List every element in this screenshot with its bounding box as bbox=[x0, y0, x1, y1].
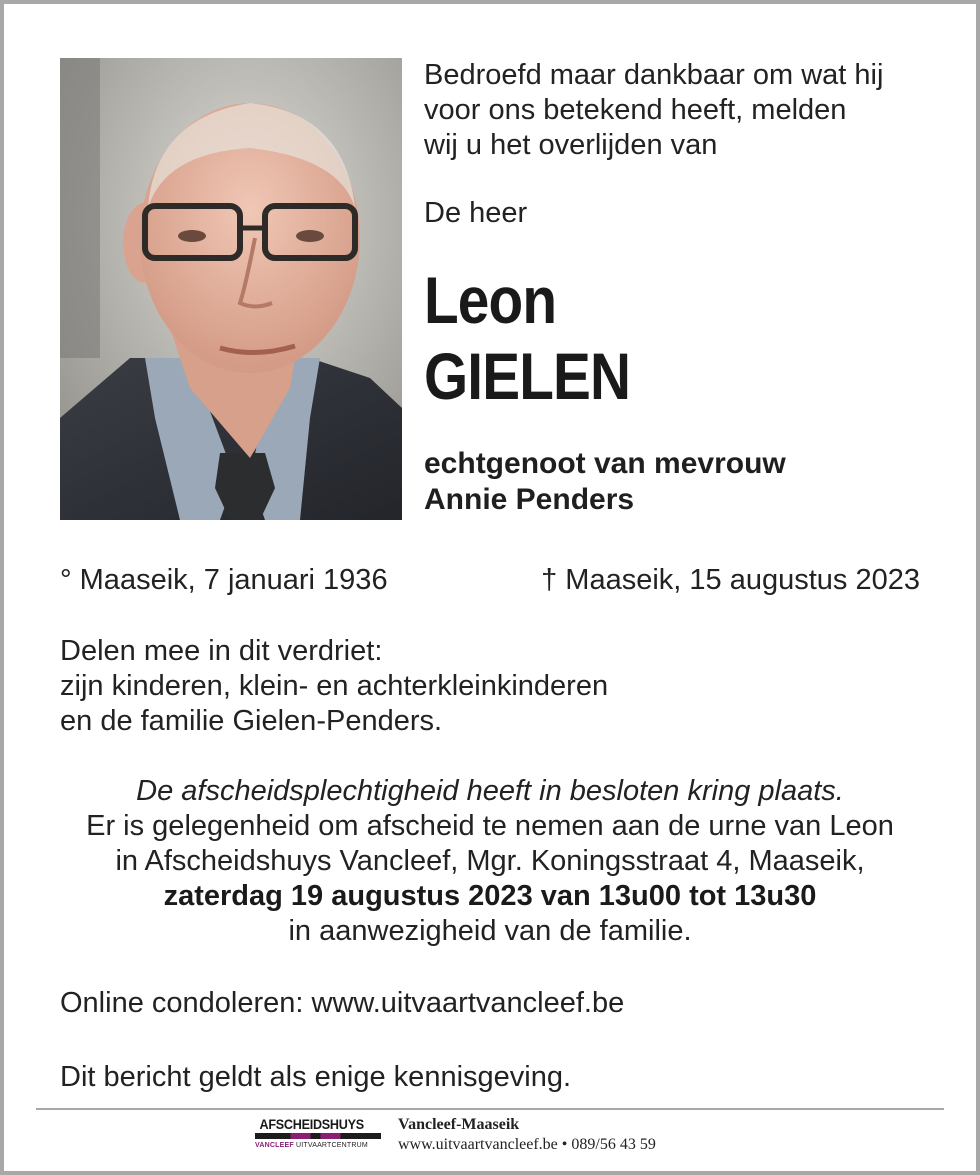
birth-date: ° Maaseik, 7 januari 1936 bbox=[60, 564, 388, 596]
ceremony-private-line: De afscheidsplechtigheid heeft in besloten kring plaats. bbox=[136, 775, 844, 807]
footer-divider bbox=[36, 1108, 944, 1110]
ceremony-line: in aanwezigheid van de familie. bbox=[288, 915, 692, 947]
spouse-line-2: Annie Penders bbox=[424, 483, 635, 516]
intro-line: voor ons betekend heeft, melden bbox=[424, 94, 847, 126]
online-condolence: Online condoleren: www.uitvaartvancleef.be bbox=[60, 987, 625, 1019]
mourners-line: en de familie Gielen-Penders. bbox=[60, 705, 443, 737]
intro-text bbox=[424, 58, 944, 163]
mourners-line: Delen mee in dit verdriet: bbox=[60, 635, 383, 667]
deceased-name bbox=[424, 262, 630, 414]
logo-sub-right: UITVAARTCENTRUM bbox=[295, 1142, 368, 1149]
spouse-line-1: echtgenoot van mevrouw bbox=[424, 447, 786, 480]
logo-wordmark: AFSCHEIDSHUYS bbox=[259, 1116, 364, 1132]
portrait-illustration bbox=[60, 58, 402, 520]
firm-contact: www.uitvaartvancleef.be • 089/56 43 59 bbox=[398, 1136, 656, 1153]
ceremony-text bbox=[40, 774, 940, 949]
mourners-line: zijn kinderen, klein- en achterkleinkinderen bbox=[60, 670, 609, 702]
firm-name: Vancleef-Maaseik bbox=[398, 1116, 520, 1133]
last-name: GIELEN bbox=[424, 339, 631, 413]
notice-text: Dit bericht geldt als enige kennisgeving. bbox=[60, 1061, 572, 1093]
ceremony-address-line: in Afscheidshuys Vancleef, Mgr. Koningsstraat 4, Maaseik, bbox=[115, 845, 865, 877]
logo-sub-left: VANCLEEF bbox=[255, 1142, 294, 1149]
logo-bar bbox=[255, 1133, 381, 1139]
intro-line: wij u het overlijden van bbox=[424, 129, 718, 161]
mourners-text bbox=[60, 634, 608, 739]
funeral-home-info bbox=[398, 1115, 656, 1155]
portrait-photo bbox=[60, 58, 402, 520]
spouse-text bbox=[424, 446, 786, 518]
first-name: Leon bbox=[424, 263, 557, 337]
intro-line: Bedroefd maar dankbaar om wat hij bbox=[424, 59, 884, 91]
ceremony-line: Er is gelegenheid om afscheid te nemen aan de urne van Leon bbox=[86, 810, 894, 842]
honorific: De heer bbox=[424, 197, 528, 229]
funeral-home-logo bbox=[255, 1116, 381, 1156]
death-date: † Maaseik, 15 augustus 2023 bbox=[541, 564, 920, 596]
logo-subline bbox=[255, 1141, 381, 1151]
ceremony-datetime: zaterdag 19 augustus 2023 van 13u00 tot 13u30 bbox=[163, 880, 817, 912]
